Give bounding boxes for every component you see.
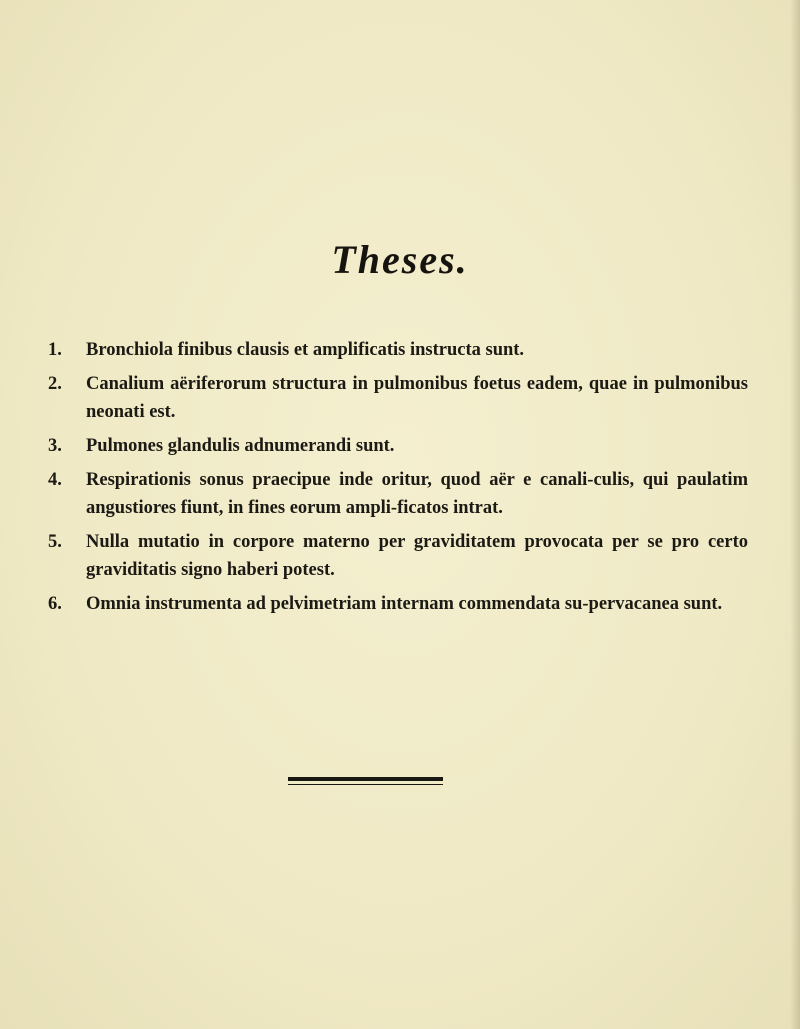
- thesis-item: [48, 370, 748, 426]
- thesis-text: Pulmones glandulis adnumerandi sunt.: [86, 436, 395, 456]
- thesis-number: 5.: [48, 532, 62, 552]
- thesis-item: [48, 432, 748, 460]
- thesis-item: [48, 336, 748, 364]
- thesis-item: [48, 528, 748, 584]
- thesis-item: [48, 466, 748, 522]
- page-title: Theses.: [331, 237, 469, 282]
- thesis-number: 2.: [48, 374, 62, 394]
- closing-rule-thick: [288, 777, 443, 781]
- thesis-number: 1.: [48, 340, 62, 360]
- thesis-item: [48, 590, 748, 618]
- thesis-text: Respirationis sonus praecipue inde oritur, quod aër e canali-culis, qui paulatim angustiores fiunt, in fines eorum ampli-ficatos intrat.: [86, 470, 748, 518]
- thesis-number: 3.: [48, 436, 62, 456]
- thesis-text: Nulla mutatio in corpore materno per graviditatem provocata per se pro certo graviditatis signo haberi potest.: [86, 532, 748, 580]
- closing-rule-thin: [288, 784, 443, 785]
- page-edge-shadow: [790, 0, 800, 1029]
- thesis-number: 4.: [48, 470, 62, 490]
- theses-list: [48, 336, 748, 624]
- thesis-text: Omnia instrumenta ad pelvimetriam internam commendata su-pervacanea sunt.: [86, 594, 723, 614]
- thesis-text: Canalium aëriferorum structura in pulmonibus foetus eadem, quae in pulmonibus neonati est.: [86, 374, 748, 422]
- thesis-text: Bronchiola finibus clausis et amplificatis instructa sunt.: [86, 340, 525, 360]
- thesis-number: 6.: [48, 594, 62, 614]
